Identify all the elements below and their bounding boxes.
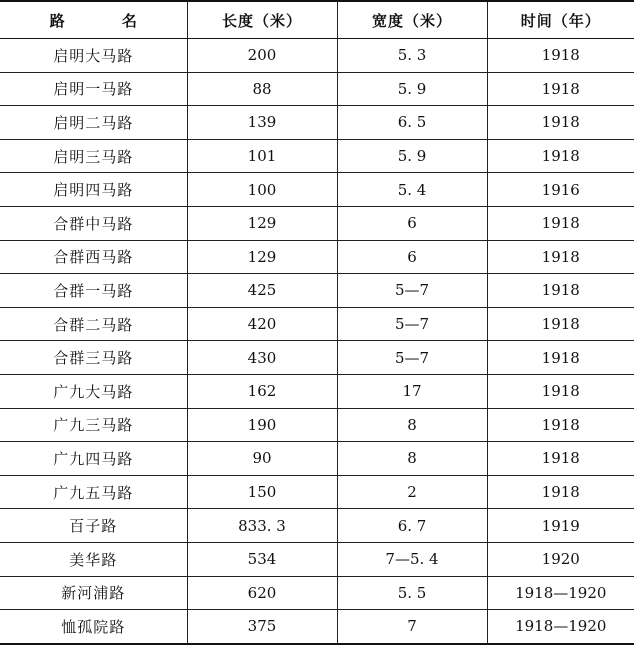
- width-cell: 5. 5: [337, 576, 487, 610]
- road-name-cell: 启明三马路: [0, 139, 187, 173]
- time-cell: 1918: [487, 408, 634, 442]
- table-row: [0, 72, 634, 106]
- width-cell: 5. 3: [337, 39, 487, 73]
- length-cell: 430: [187, 341, 337, 375]
- road-name-cell: 广九大马路: [0, 374, 187, 408]
- length-cell: 129: [187, 240, 337, 274]
- time-cell: 1918: [487, 72, 634, 106]
- road-name-cell: 启明二马路: [0, 106, 187, 140]
- width-cell: 17: [337, 374, 487, 408]
- road-name-cell: 启明大马路: [0, 39, 187, 73]
- table-row: [0, 408, 634, 442]
- length-cell: 139: [187, 106, 337, 140]
- table-row: [0, 341, 634, 375]
- time-cell: 1918: [487, 139, 634, 173]
- road-name-cell: 合群一马路: [0, 274, 187, 308]
- width-cell: 7: [337, 610, 487, 644]
- table-row: [0, 509, 634, 543]
- width-cell: 5—7: [337, 274, 487, 308]
- width-cell: 6: [337, 206, 487, 240]
- table-row: [0, 106, 634, 140]
- table-row: [0, 274, 634, 308]
- time-cell: 1918—1920: [487, 610, 634, 644]
- length-cell: 833. 3: [187, 509, 337, 543]
- road-name-cell: 美华路: [0, 542, 187, 576]
- length-cell: 200: [187, 39, 337, 73]
- width-cell: 6. 7: [337, 509, 487, 543]
- time-cell: 1920: [487, 542, 634, 576]
- length-cell: 420: [187, 307, 337, 341]
- header-row: [0, 1, 634, 39]
- table-row: [0, 542, 634, 576]
- table-row: [0, 240, 634, 274]
- length-cell: 190: [187, 408, 337, 442]
- length-cell: 620: [187, 576, 337, 610]
- time-cell: 1918: [487, 307, 634, 341]
- time-cell: 1918: [487, 374, 634, 408]
- time-cell: 1918: [487, 39, 634, 73]
- length-cell: 162: [187, 374, 337, 408]
- road-name-cell: 广九四马路: [0, 442, 187, 476]
- header-width: 宽度（米）: [337, 1, 487, 39]
- table-row: [0, 475, 634, 509]
- time-cell: 1918: [487, 240, 634, 274]
- width-cell: 6. 5: [337, 106, 487, 140]
- road-name-cell: 广九三马路: [0, 408, 187, 442]
- width-cell: 5. 9: [337, 72, 487, 106]
- table-header: [0, 1, 634, 39]
- table-row: [0, 206, 634, 240]
- width-cell: 2: [337, 475, 487, 509]
- width-cell: 8: [337, 408, 487, 442]
- time-cell: 1918: [487, 274, 634, 308]
- width-cell: 5—7: [337, 307, 487, 341]
- header-time: 时间（年）: [487, 1, 634, 39]
- table-body: [0, 39, 634, 644]
- width-cell: 5. 4: [337, 173, 487, 207]
- table-row: [0, 576, 634, 610]
- table-row: [0, 442, 634, 476]
- time-cell: 1918: [487, 206, 634, 240]
- width-cell: 6: [337, 240, 487, 274]
- road-name-cell: 启明四马路: [0, 173, 187, 207]
- header-length: 长度（米）: [187, 1, 337, 39]
- road-name-cell: 广九五马路: [0, 475, 187, 509]
- length-cell: 534: [187, 542, 337, 576]
- road-name-cell: 恤孤院路: [0, 610, 187, 644]
- road-name-cell: 新河浦路: [0, 576, 187, 610]
- road-name-cell: 启明一马路: [0, 72, 187, 106]
- width-cell: 5—7: [337, 341, 487, 375]
- table-row: [0, 39, 634, 73]
- time-cell: 1918: [487, 475, 634, 509]
- time-cell: 1918: [487, 106, 634, 140]
- width-cell: 5. 9: [337, 139, 487, 173]
- road-name-cell: 合群三马路: [0, 341, 187, 375]
- time-cell: 1918—1920: [487, 576, 634, 610]
- header-road-name: 路 名: [0, 1, 187, 39]
- time-cell: 1918: [487, 341, 634, 375]
- length-cell: 375: [187, 610, 337, 644]
- road-name-cell: 合群西马路: [0, 240, 187, 274]
- width-cell: 8: [337, 442, 487, 476]
- road-name-cell: 合群中马路: [0, 206, 187, 240]
- road-name-cell: 百子路: [0, 509, 187, 543]
- length-cell: 150: [187, 475, 337, 509]
- time-cell: 1918: [487, 442, 634, 476]
- time-cell: 1916: [487, 173, 634, 207]
- length-cell: 100: [187, 173, 337, 207]
- length-cell: 129: [187, 206, 337, 240]
- table-row: [0, 307, 634, 341]
- width-cell: 7—5. 4: [337, 542, 487, 576]
- length-cell: 425: [187, 274, 337, 308]
- road-name-cell: 合群二马路: [0, 307, 187, 341]
- length-cell: 101: [187, 139, 337, 173]
- table-row: [0, 139, 634, 173]
- table-row: [0, 173, 634, 207]
- table-row: [0, 610, 634, 644]
- table-row: [0, 374, 634, 408]
- length-cell: 90: [187, 442, 337, 476]
- length-cell: 88: [187, 72, 337, 106]
- time-cell: 1919: [487, 509, 634, 543]
